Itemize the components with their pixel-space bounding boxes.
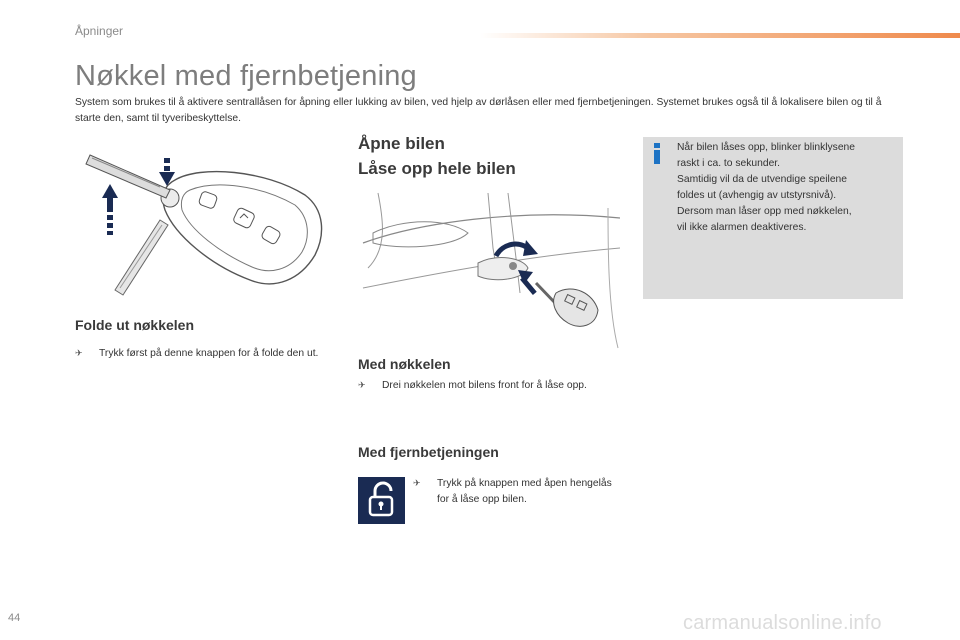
- fold-key-bullet: ✈ Trykk først på denne knappen for å folde den ut.: [75, 346, 325, 362]
- bullet-icon: ✈: [75, 348, 83, 358]
- bullet-icon: ✈: [358, 380, 366, 390]
- page-title: Nøkkel med fjernbetjening: [75, 60, 417, 92]
- open-car-heading: Åpne bilen: [358, 134, 445, 153]
- with-key-bullet: ✈ Drei nøkkelen mot bilens front for å låse opp.: [358, 378, 608, 394]
- bullet-icon: ✈: [413, 478, 421, 488]
- unlock-all-heading: Låse opp hele bilen: [358, 159, 516, 178]
- watermark: carmanualsonline.info: [683, 612, 882, 634]
- header-rule: [480, 33, 960, 38]
- unlock-padlock-icon: [358, 477, 405, 524]
- door-lock-illustration: [358, 188, 620, 350]
- with-key-heading: Med nøkkelen: [358, 356, 451, 372]
- info-icon: [650, 143, 664, 164]
- page-number: 44: [8, 612, 21, 624]
- intro-paragraph: System som brukes til å aktivere sentrallåsen for åpning eller lukking av bilen, ved hjelp av dørlåsen eller med fjernbetjeningen. Systemet brukes også til å lokalisere bilen og til å starte den, samt til tyveribeskyttelse.: [75, 97, 882, 124]
- key-fold-illustration: [80, 140, 330, 305]
- with-remote-heading: Med fjernbetjeningen: [358, 444, 499, 460]
- with-remote-bullet: ✈ Trykk på knappen med åpen hengelås for å låse opp bilen.: [413, 478, 612, 505]
- info-text: Når bilen låses opp, blinker blinklysene raskt i ca. to sekunder. Samtidig vil da de utvendige speilene foldes ut (avhengig av utstyrsnivå). Dersom man låser opp med nøkkelen, vil ikke alarmen deaktiveres.: [677, 142, 856, 233]
- section-header: Åpninger: [75, 24, 124, 38]
- fold-key-heading: Folde ut nøkkelen: [75, 317, 195, 333]
